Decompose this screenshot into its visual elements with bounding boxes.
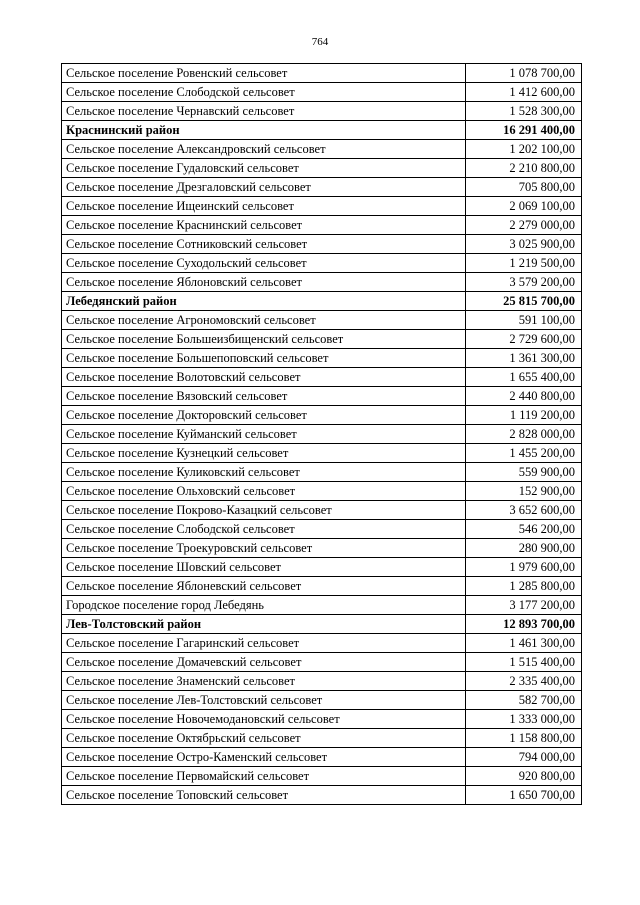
settlement-row xyxy=(62,748,582,767)
settlement-row xyxy=(62,596,582,615)
settlement-row xyxy=(62,64,582,83)
settlement-name: Сельское поселение Волотовский сельсовет xyxy=(62,368,466,387)
settlement-row xyxy=(62,444,582,463)
settlement-amount: 1 285 800,00 xyxy=(466,577,582,596)
settlement-row xyxy=(62,216,582,235)
settlement-name: Сельское поселение Александровский сельсовет xyxy=(62,140,466,159)
settlement-name: Сельское поселение Куликовский сельсовет xyxy=(62,463,466,482)
settlement-amount: 152 900,00 xyxy=(466,482,582,501)
settlement-name: Сельское поселение Октябрьский сельсовет xyxy=(62,729,466,748)
settlement-amount: 3 177 200,00 xyxy=(466,596,582,615)
district-name: Лев-Толстовский район xyxy=(62,615,466,634)
settlement-row xyxy=(62,102,582,121)
settlement-row xyxy=(62,672,582,691)
settlement-amount: 1 515 400,00 xyxy=(466,653,582,672)
settlement-name: Сельское поселение Топовский сельсовет xyxy=(62,786,466,805)
settlement-row xyxy=(62,178,582,197)
settlement-name: Сельское поселение Большепоповский сельсовет xyxy=(62,349,466,368)
settlement-name: Сельское поселение Гудаловский сельсовет xyxy=(62,159,466,178)
settlement-name: Сельское поселение Яблоновский сельсовет xyxy=(62,273,466,292)
budget-table-body xyxy=(62,64,582,805)
budget-allocation-table xyxy=(61,63,582,805)
settlement-amount: 1 219 500,00 xyxy=(466,254,582,273)
settlement-amount: 1 979 600,00 xyxy=(466,558,582,577)
settlement-amount: 2 440 800,00 xyxy=(466,387,582,406)
district-total-row xyxy=(62,121,582,140)
settlement-name: Сельское поселение Агрономовский сельсовет xyxy=(62,311,466,330)
settlement-name: Сельское поселение Вязовский сельсовет xyxy=(62,387,466,406)
settlement-name: Сельское поселение Остро-Каменский сельсовет xyxy=(62,748,466,767)
settlement-name: Сельское поселение Новочемодановский сельсовет xyxy=(62,710,466,729)
settlement-name: Сельское поселение Суходольский сельсовет xyxy=(62,254,466,273)
settlement-row xyxy=(62,710,582,729)
district-total-row xyxy=(62,292,582,311)
settlement-name: Сельское поселение Первомайский сельсовет xyxy=(62,767,466,786)
settlement-name: Городское поселение город Лебедянь xyxy=(62,596,466,615)
settlement-amount: 2 279 000,00 xyxy=(466,216,582,235)
settlement-amount: 1 461 300,00 xyxy=(466,634,582,653)
settlement-row xyxy=(62,539,582,558)
settlement-name: Сельское поселение Сотниковский сельсовет xyxy=(62,235,466,254)
settlement-name: Сельское поселение Слободской сельсовет xyxy=(62,520,466,539)
settlement-amount: 3 025 900,00 xyxy=(466,235,582,254)
settlement-name: Сельское поселение Покрово-Казацкий сельсовет xyxy=(62,501,466,520)
settlement-row xyxy=(62,691,582,710)
settlement-row xyxy=(62,501,582,520)
settlement-amount: 2 335 400,00 xyxy=(466,672,582,691)
settlement-amount: 3 652 600,00 xyxy=(466,501,582,520)
settlement-row xyxy=(62,520,582,539)
settlement-amount: 559 900,00 xyxy=(466,463,582,482)
settlement-row xyxy=(62,311,582,330)
page-number: 764 xyxy=(311,36,329,48)
settlement-name: Сельское поселение Краснинский сельсовет xyxy=(62,216,466,235)
settlement-name: Сельское поселение Докторовский сельсовет xyxy=(62,406,466,425)
settlement-row xyxy=(62,83,582,102)
settlement-name: Сельское поселение Ищеинский сельсовет xyxy=(62,197,466,216)
settlement-amount: 705 800,00 xyxy=(466,178,582,197)
settlement-amount: 1 655 400,00 xyxy=(466,368,582,387)
settlement-amount: 1 528 300,00 xyxy=(466,102,582,121)
district-total-amount: 16 291 400,00 xyxy=(466,121,582,140)
district-name: Краснинский район xyxy=(62,121,466,140)
district-total-amount: 12 893 700,00 xyxy=(466,615,582,634)
settlement-row xyxy=(62,387,582,406)
settlement-amount: 794 000,00 xyxy=(466,748,582,767)
settlement-amount: 2 729 600,00 xyxy=(466,330,582,349)
settlement-row xyxy=(62,330,582,349)
settlement-name: Сельское поселение Кузнецкий сельсовет xyxy=(62,444,466,463)
settlement-amount: 582 700,00 xyxy=(466,691,582,710)
settlement-amount: 280 900,00 xyxy=(466,539,582,558)
settlement-amount: 591 100,00 xyxy=(466,311,582,330)
district-total-amount: 25 815 700,00 xyxy=(466,292,582,311)
settlement-row xyxy=(62,634,582,653)
settlement-amount: 1 119 200,00 xyxy=(466,406,582,425)
settlement-amount: 3 579 200,00 xyxy=(466,273,582,292)
settlement-amount: 2 210 800,00 xyxy=(466,159,582,178)
settlement-name: Сельское поселение Яблоневский сельсовет xyxy=(62,577,466,596)
settlement-row xyxy=(62,786,582,805)
settlement-amount: 1 650 700,00 xyxy=(466,786,582,805)
settlement-row xyxy=(62,463,582,482)
settlement-name: Сельское поселение Ольховский сельсовет xyxy=(62,482,466,501)
settlement-amount: 2 828 000,00 xyxy=(466,425,582,444)
settlement-amount: 2 069 100,00 xyxy=(466,197,582,216)
settlement-amount: 546 200,00 xyxy=(466,520,582,539)
settlement-name: Сельское поселение Гагаринский сельсовет xyxy=(62,634,466,653)
settlement-amount: 1 202 100,00 xyxy=(466,140,582,159)
settlement-name: Сельское поселение Большеизбищенский сельсовет xyxy=(62,330,466,349)
settlement-row xyxy=(62,273,582,292)
settlement-amount: 920 800,00 xyxy=(466,767,582,786)
settlement-row xyxy=(62,653,582,672)
settlement-row xyxy=(62,368,582,387)
settlement-amount: 1 361 300,00 xyxy=(466,349,582,368)
settlement-name: Сельское поселение Домачевский сельсовет xyxy=(62,653,466,672)
settlement-row xyxy=(62,558,582,577)
settlement-name: Сельское поселение Шовский сельсовет xyxy=(62,558,466,577)
settlement-row xyxy=(62,349,582,368)
settlement-row xyxy=(62,140,582,159)
settlement-row xyxy=(62,729,582,748)
settlement-name: Сельское поселение Ровенский сельсовет xyxy=(62,64,466,83)
settlement-row xyxy=(62,406,582,425)
settlement-row xyxy=(62,425,582,444)
settlement-row xyxy=(62,159,582,178)
settlement-row xyxy=(62,235,582,254)
settlement-name: Сельское поселение Чернавский сельсовет xyxy=(62,102,466,121)
settlement-row xyxy=(62,767,582,786)
settlement-amount: 1 078 700,00 xyxy=(466,64,582,83)
settlement-amount: 1 158 800,00 xyxy=(466,729,582,748)
settlement-name: Сельское поселение Знаменский сельсовет xyxy=(62,672,466,691)
settlement-amount: 1 455 200,00 xyxy=(466,444,582,463)
settlement-row xyxy=(62,254,582,273)
settlement-name: Сельское поселение Дрезгаловский сельсовет xyxy=(62,178,466,197)
settlement-amount: 1 412 600,00 xyxy=(466,83,582,102)
settlement-row xyxy=(62,577,582,596)
settlement-row xyxy=(62,197,582,216)
settlement-name: Сельское поселение Куйманский сельсовет xyxy=(62,425,466,444)
district-name: Лебедянский район xyxy=(62,292,466,311)
settlement-name: Сельское поселение Троекуровский сельсовет xyxy=(62,539,466,558)
settlement-amount: 1 333 000,00 xyxy=(466,710,582,729)
settlement-name: Сельское поселение Слободской сельсовет xyxy=(62,83,466,102)
settlement-row xyxy=(62,482,582,501)
district-total-row xyxy=(62,615,582,634)
settlement-name: Сельское поселение Лев-Толстовский сельсовет xyxy=(62,691,466,710)
